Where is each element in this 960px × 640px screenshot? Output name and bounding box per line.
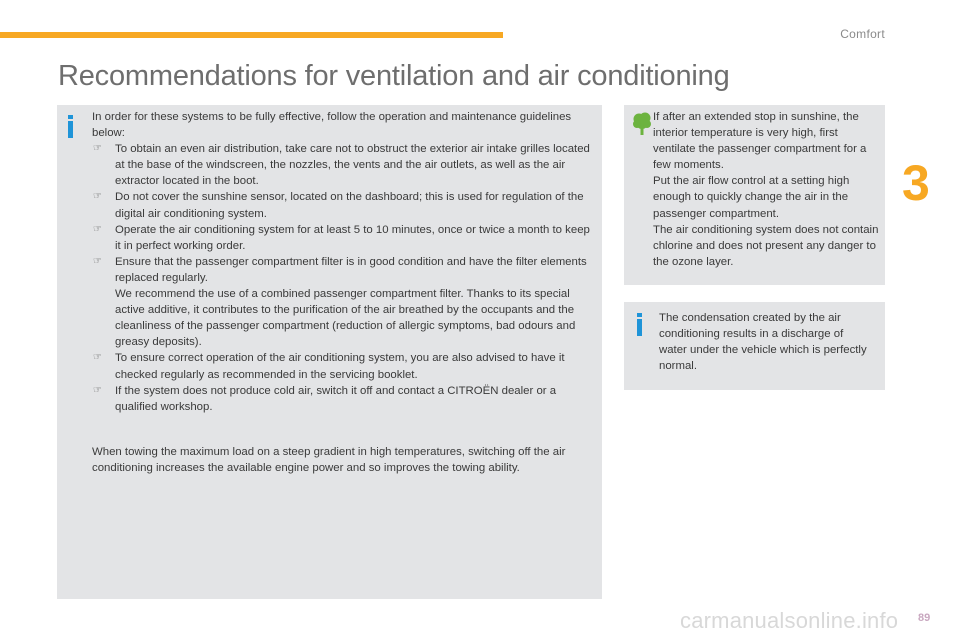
page-number: 89 bbox=[918, 612, 931, 624]
section-name: Comfort bbox=[840, 27, 885, 41]
list-item-text: To obtain an even air distribution, take care not to obstruct the exterior air intake grilles located at the base of the windscreen, the nozzles, the vents and the air outlets, as well as the air extractor located in the boot. bbox=[115, 143, 590, 188]
list-item bbox=[92, 189, 597, 221]
list-item-extra-text: We recommend the use of a combined passenger compartment filter. Thanks to its special active additive, it contributes to the purification of the air breathed by the occupants and the cleanliness of the passenger compartment (reduction of allergic symptoms, bad odours and greasy deposits). bbox=[115, 288, 576, 349]
info-icon bbox=[68, 115, 73, 138]
pointing-hand-icon: ☞ bbox=[93, 384, 102, 396]
list-item bbox=[92, 254, 597, 351]
list-item-text: To ensure correct operation of the air conditioning system, you are also advised to have it checked regularly as recommended in the servicing booklet. bbox=[115, 352, 565, 381]
info-icon bbox=[637, 313, 642, 336]
tree-icon bbox=[632, 112, 652, 136]
condensation-info-box bbox=[624, 302, 885, 390]
list-item bbox=[92, 222, 597, 254]
intro-paragraph: In order for these systems to be fully effective, follow the operation and maintenance guidelines below: bbox=[92, 111, 572, 140]
guideline-list bbox=[92, 141, 597, 415]
pointing-hand-icon: ☞ bbox=[93, 191, 102, 203]
list-item-text: Operate the air conditioning system for at least 5 to 10 minutes, once or twice a month to keep it in perfect working order. bbox=[115, 223, 590, 252]
accent-bar bbox=[0, 32, 503, 38]
chapter-number: 3 bbox=[902, 155, 930, 211]
pointing-hand-icon: ☞ bbox=[93, 255, 102, 267]
list-item bbox=[92, 350, 597, 382]
list-item-text: Do not cover the sunshine sensor, located on the dashboard; this is used for regulation of the digital air conditioning system. bbox=[115, 191, 584, 220]
recommendations-text bbox=[92, 109, 597, 415]
eco-paragraph: If after an extended stop in sunshine, the interior temperature is very high, first ventilate the passenger compartment for a few moments. bbox=[653, 111, 867, 172]
pointing-hand-icon: ☞ bbox=[93, 143, 102, 155]
page-title: Recommendations for ventilation and air conditioning bbox=[58, 60, 730, 92]
recommendations-box bbox=[57, 105, 602, 599]
eco-tip-text bbox=[653, 109, 879, 270]
towing-note: When towing the maximum load on a steep gradient in high temperatures, switching off the air conditioning increases the available engine power and so improves the towing ability. bbox=[92, 446, 566, 475]
list-item-text: Ensure that the passenger compartment filter is in good condition and have the filter elements replaced regularly. bbox=[115, 255, 587, 284]
condensation-text: The condensation created by the air conditioning results in a discharge of water under the vehicle which is perfectly normal. bbox=[659, 312, 867, 373]
pointing-hand-icon: ☞ bbox=[93, 352, 102, 364]
watermark: carmanualsonline.info bbox=[680, 608, 899, 633]
pointing-hand-icon: ☞ bbox=[93, 223, 102, 235]
list-item bbox=[92, 383, 597, 415]
list-item-text: If the system does not produce cold air, switch it off and contact a CITROËN dealer or a qualified workshop. bbox=[115, 384, 557, 413]
eco-tip-box bbox=[624, 105, 885, 285]
eco-paragraph: Put the air flow control at a setting high enough to quickly change the air in the passenger compartment. bbox=[653, 175, 850, 220]
list-item bbox=[92, 141, 597, 189]
eco-paragraph: The air conditioning system does not contain chlorine and does not present any danger to the ozone layer. bbox=[653, 223, 879, 268]
